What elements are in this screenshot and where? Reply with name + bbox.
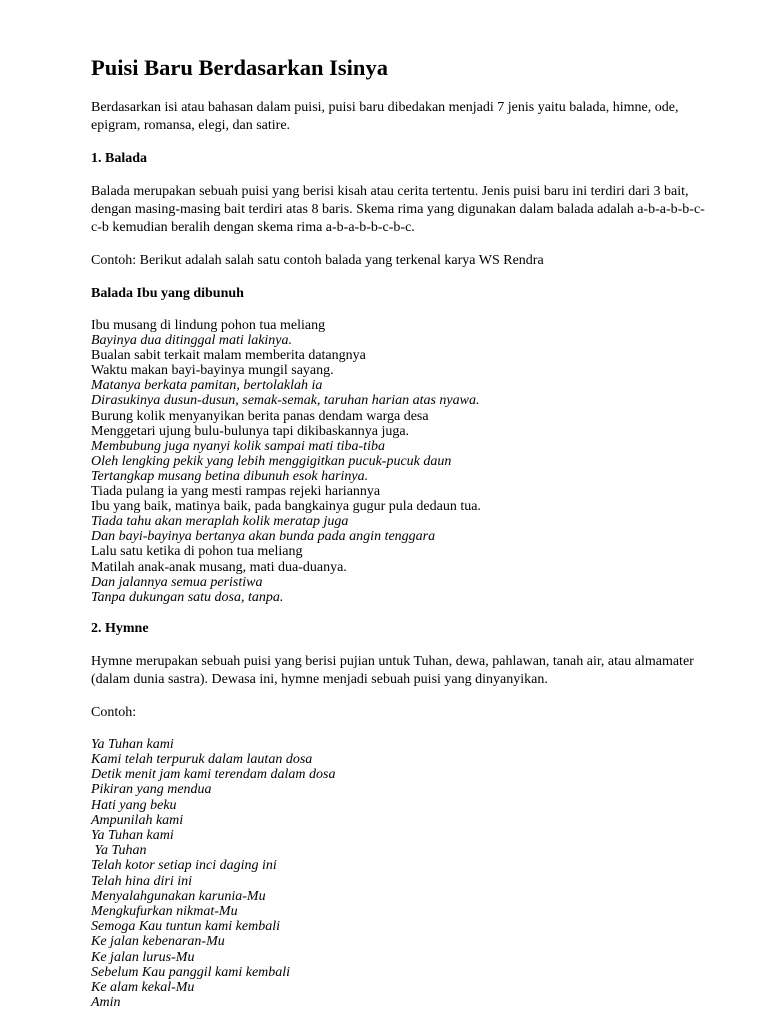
poem-line: Dirasukinya dusun-dusun, semak-semak, taruhan harian atas nyawa. bbox=[91, 393, 480, 409]
poem-line: Amin bbox=[91, 995, 121, 1011]
poem-line: Oleh lengking pekik yang lebih menggigitkan pucuk-pucuk daun bbox=[91, 453, 452, 469]
poem-line: Tertangkap musang betina dibunuh esok harinya. bbox=[91, 468, 369, 484]
hymne-example-intro: Contoh: bbox=[91, 704, 137, 720]
balada-poem bbox=[91, 318, 708, 605]
poem-line: Ya Tuhan kami bbox=[91, 736, 174, 752]
poem-line: Hati yang beku bbox=[91, 797, 177, 813]
poem-line: Ke alam kekal-Mu bbox=[91, 980, 195, 996]
section-heading-balada: 1. Balada bbox=[91, 151, 148, 166]
poem-line: Pikiran yang mendua bbox=[91, 782, 212, 798]
poem-line: Ampunilah kami bbox=[91, 812, 184, 828]
poem-line: Matanya berkata pamitan, bertolaklah ia bbox=[91, 378, 323, 394]
poem-line: Semoga Kau tuntun kami kembali bbox=[91, 919, 280, 935]
page-title: Puisi Baru Berdasarkan Isinya bbox=[91, 55, 388, 80]
poem-line: Telah kotor setiap inci daging ini bbox=[91, 858, 277, 874]
poem-line: Tanpa dukungan satu dosa, tanpa. bbox=[91, 589, 284, 605]
balada-description: Balada merupakan sebuah puisi yang berisi kisah atau cerita tertentu. Jenis puisi baru ini terdiri dari 3 bait, dengan masing-masing bait terdiri atas 8 baris. Skema rima yang digunakan dalam balada adalah a-b-a-b-b-c-c-b kemudian beralih dengan skema rima a-b-a-b-b-c-b-c. bbox=[91, 184, 705, 235]
poem-line: Bayinya dua ditinggal mati lakinya. bbox=[91, 333, 293, 349]
poem-line: Menggetari ujung bulu-bulunya tapi dikibaskannya juga. bbox=[91, 423, 410, 439]
poem-line: Detik menit jam kami terendam dalam dosa bbox=[91, 767, 336, 783]
poem-line: Mengkufurkan nikmat-Mu bbox=[91, 904, 238, 920]
poem-line: Kami telah terpuruk dalam lautan dosa bbox=[91, 751, 313, 767]
poem-title: Balada Ibu yang dibunuh bbox=[91, 286, 244, 301]
poem-line: Ya Tuhan kami bbox=[91, 828, 174, 843]
poem-line: Sebelum Kau panggil kami kembali bbox=[91, 964, 291, 980]
poem-line: Tiada tahu akan meraplah kolik meratap juga bbox=[91, 514, 349, 530]
poem-line: Matilah anak-anak musang, mati dua-duanya. bbox=[91, 559, 347, 575]
poem-line: Burung kolik menyanyikan berita panas dendam warga desa bbox=[91, 408, 429, 424]
poem-line: Dan bayi-bayinya bertanya akan bunda pada angin tenggara bbox=[91, 529, 436, 545]
poem-line: Tiada pulang ia yang mesti rampas rejeki hariannya bbox=[91, 484, 381, 500]
poem-line: Menyalahgunakan karunia-Mu bbox=[91, 888, 266, 904]
poem-line: Telah hina diri ini bbox=[91, 873, 193, 889]
poem-line: Ke jalan kebenaran-Mu bbox=[91, 934, 225, 950]
poem-line: Waktu makan bayi-bayinya mungil sayang. bbox=[91, 363, 334, 379]
poem-line: Ke jalan lurus-Mu bbox=[91, 949, 195, 965]
balada-example-intro: Contoh: Berikut adalah salah satu contoh balada yang terkenal karya WS Rendra bbox=[91, 253, 544, 268]
intro-paragraph: Berdasarkan isi atau bahasan dalam puisi, puisi baru dibedakan menjadi 7 jenis yaitu balada, himne, ode, epigram, romansa, elegi, dan satire. bbox=[91, 100, 679, 133]
hymne-poem bbox=[91, 737, 708, 1011]
poem-line: Bualan sabit terkait malam memberita datangnya bbox=[91, 348, 366, 364]
section-heading-hymne: 2. Hymne bbox=[91, 620, 149, 636]
poem-line: Ya Tuhan bbox=[91, 843, 147, 859]
poem-line: Lalu satu ketika di pohon tua meliang bbox=[91, 544, 303, 560]
poem-line: Membubung juga nyanyi kolik sampai mati tiba-tiba bbox=[91, 438, 385, 454]
poem-line: Ibu musang di lindung pohon tua meliang bbox=[91, 318, 326, 333]
poem-line: Ibu yang baik, matinya baik, pada bangkainya gugur pula dedaun tua. bbox=[91, 499, 481, 515]
poem-line: Dan jalannya semua peristiwa bbox=[91, 574, 263, 590]
hymne-description: Hymne merupakan sebuah puisi yang berisi pujian untuk Tuhan, dewa, pahlawan, tanah air, atau almamater (dalam dunia sastra). Dewasa ini, hymne menjadi sebuah puisi yang dinyanyikan. bbox=[91, 653, 694, 687]
